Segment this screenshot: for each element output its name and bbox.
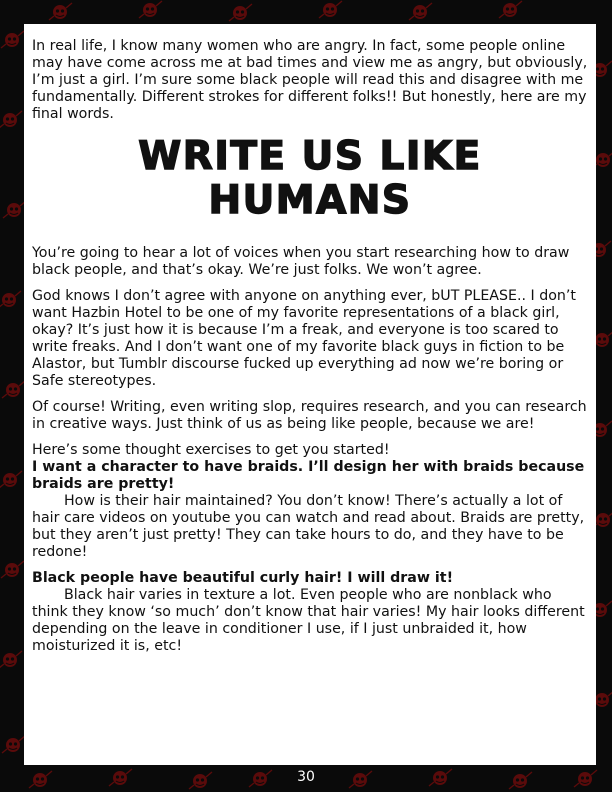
body-paragraph: You’re going to hear a lot of voices when you start researching how to draw black people, and that’s okay. We’re just folks. We won’t agree.	[32, 245, 570, 278]
page-content	[24, 24, 596, 765]
exercise-body: How is their hair maintained? You don’t know! There’s actually a lot of hair care videos on youtube you can watch and read about. Braids are pretty, but they aren’t just pretty! They can take hours to do, and they have to be redone!	[32, 493, 585, 560]
body-paragraph: Of course! Writing, even writing slop, requires research, and you can research in creative ways. Just think of us as being like people, because we are!	[32, 399, 587, 432]
exercises-intro: Here’s some thought exercises to get you started!	[32, 442, 390, 458]
exercise-body: Black hair varies in texture a lot. Even people who are nonblack who think they know ‘so much’ don’t know that hair varies! My hair looks different depending on the leave in conditioner I use, if I just unbraided it, how moisturized it is, etc!	[32, 587, 585, 654]
headline: WRITE US LIKE HUMANS	[138, 134, 482, 223]
exercise-heading: I want a character to have braids. I’ll design her with braids because braids are pretty!	[32, 459, 585, 492]
body-paragraph: God knows I don’t agree with anyone on anything ever, bUT PLEASE.. I don’t want Hazbin Hotel to be one of my favorite representations of a black girl, okay? It’s just how it is because I’m a freak, and everyone is too scared to write freaks. And I don’t want one of my favorite black guys in fiction to be Alastor, but Tumblr discourse fucked up everything ad now we’re boring or Safe stereotypes.	[32, 288, 576, 389]
page-number: 30	[297, 769, 315, 785]
intro-paragraph: In real life, I know many women who are angry. In fact, some people online may have come across me at bad times and view me as angry, but obviously, I’m just a girl. I’m sure some black people will read this and disagree with me fundamentally. Different strokes for different folks!! But honestly, here are my final words.	[32, 38, 588, 122]
exercise-heading: Black people have beautiful curly hair! I will draw it!	[32, 570, 454, 586]
